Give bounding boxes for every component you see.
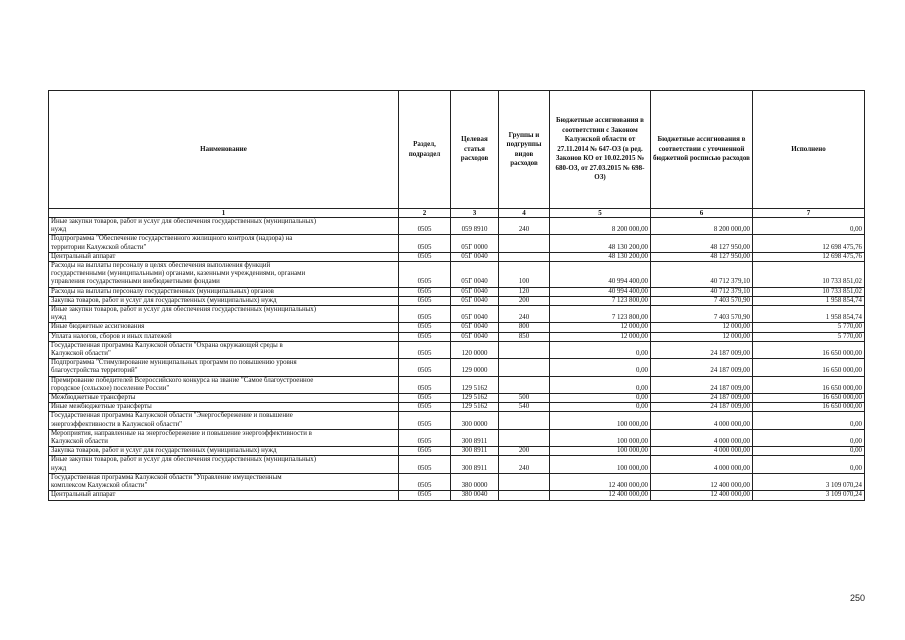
column-number-row	[49, 209, 865, 218]
row-group-cell	[499, 491, 550, 500]
row-budget-law-cell: 7 123 800,00	[550, 306, 651, 323]
row-budget-law-cell: 40 994 400,00	[550, 287, 651, 296]
row-budget-law-cell: 7 123 800,00	[550, 296, 651, 305]
row-group-cell	[499, 429, 550, 446]
row-group-cell: 850	[499, 332, 550, 341]
row-executed-cell: 0,00	[753, 429, 865, 446]
row-budget-law-cell: 40 994 400,00	[550, 262, 651, 288]
row-group-cell: 240	[499, 306, 550, 323]
row-budget-schedule-cell: 8 200 000,00	[651, 218, 753, 235]
row-executed-cell: 12 698 475,76	[753, 252, 865, 261]
row-group-cell: 500	[499, 394, 550, 403]
row-budget-law-cell: 0,00	[550, 341, 651, 358]
row-group-cell	[499, 359, 550, 376]
header-budget-schedule: Бюджетные ассигнования в соответствии с уточненной бюджетной росписью расходов	[651, 91, 753, 209]
row-executed-cell: 3 109 070,24	[753, 473, 865, 490]
row-section-cell: 0505	[399, 235, 451, 252]
page-number: 250	[850, 593, 866, 603]
row-section-cell: 0505	[399, 287, 451, 296]
table-row	[49, 473, 865, 490]
row-target-cell: 059 8910	[451, 218, 499, 235]
row-budget-law-cell: 100 000,00	[550, 429, 651, 446]
row-section-cell: 0505	[399, 323, 451, 332]
header-groups: Группы и подгруппы видов расходов	[499, 91, 550, 209]
row-section-cell: 0505	[399, 306, 451, 323]
row-target-cell: 129 0000	[451, 359, 499, 376]
table-row	[49, 341, 865, 358]
table-row	[49, 218, 865, 235]
row-name-cell: Мероприятия, направленные на энергосбережение и повышение энергоэффективности в Калужской области	[49, 429, 399, 446]
row-budget-law-cell: 8 200 000,00	[550, 218, 651, 235]
table-row	[49, 323, 865, 332]
table-row	[49, 394, 865, 403]
row-group-cell: 800	[499, 323, 550, 332]
row-section-cell: 0505	[399, 403, 451, 412]
table-row	[49, 332, 865, 341]
column-number: 3	[451, 209, 499, 218]
column-number: 6	[651, 209, 753, 218]
row-group-cell: 120	[499, 287, 550, 296]
row-target-cell: 05Г 0040	[451, 287, 499, 296]
header-row	[49, 91, 865, 209]
row-target-cell: 05Г 0040	[451, 306, 499, 323]
table-row	[49, 252, 865, 261]
row-target-cell: 05Г 0040	[451, 332, 499, 341]
row-budget-schedule-cell: 4 000 000,00	[651, 429, 753, 446]
row-budget-schedule-cell: 24 187 009,00	[651, 376, 753, 393]
row-group-cell	[499, 252, 550, 261]
row-budget-schedule-cell: 12 400 000,00	[651, 473, 753, 490]
row-group-cell: 200	[499, 296, 550, 305]
row-target-cell: 380 0000	[451, 473, 499, 490]
row-budget-law-cell: 48 130 200,00	[550, 235, 651, 252]
row-section-cell: 0505	[399, 412, 451, 429]
row-section-cell: 0505	[399, 218, 451, 235]
row-executed-cell: 0,00	[753, 456, 865, 473]
row-executed-cell: 16 650 000,00	[753, 359, 865, 376]
table-row	[49, 447, 865, 456]
row-executed-cell: 16 650 000,00	[753, 403, 865, 412]
table-row	[49, 403, 865, 412]
table-row	[49, 359, 865, 376]
row-executed-cell: 1 958 854,74	[753, 306, 865, 323]
row-group-cell: 240	[499, 218, 550, 235]
row-budget-schedule-cell: 7 403 570,90	[651, 306, 753, 323]
row-name-cell: Государственная программа Калужской области "Энергосбережение и повышение энергоэффективности в Калужской области"	[49, 412, 399, 429]
row-executed-cell: 12 698 475,76	[753, 235, 865, 252]
row-budget-schedule-cell: 12 000,00	[651, 323, 753, 332]
row-group-cell: 200	[499, 447, 550, 456]
row-budget-schedule-cell: 12 400 000,00	[651, 491, 753, 500]
row-budget-law-cell: 12 400 000,00	[550, 473, 651, 490]
row-group-cell	[499, 473, 550, 490]
row-executed-cell: 5 770,00	[753, 323, 865, 332]
header-name: Наименование	[49, 91, 399, 209]
row-group-cell	[499, 235, 550, 252]
row-name-cell: Закупка товаров, работ и услуг для государственных (муниципальных) нужд	[49, 447, 399, 456]
table-row	[49, 296, 865, 305]
row-budget-law-cell: 0,00	[550, 403, 651, 412]
row-budget-law-cell: 100 000,00	[550, 447, 651, 456]
header-execution: Исполнено	[753, 91, 865, 209]
column-number: 2	[399, 209, 451, 218]
row-target-cell: 129 5162	[451, 376, 499, 393]
row-executed-cell: 5 770,00	[753, 332, 865, 341]
row-budget-schedule-cell: 48 127 950,00	[651, 235, 753, 252]
row-name-cell: Подпрограмма "Обеспечение государственного жилищного контроля (надзора) на территории Калужской области"	[49, 235, 399, 252]
row-executed-cell: 0,00	[753, 218, 865, 235]
row-name-cell: Государственная программа Калужской области "Охрана окружающей среды в Калужской области"	[49, 341, 399, 358]
row-name-cell: Подпрограмма "Стимулирование муниципальных программ по повышению уровня благоустройства территорий"	[49, 359, 399, 376]
row-executed-cell: 16 650 000,00	[753, 394, 865, 403]
column-number: 7	[753, 209, 865, 218]
row-budget-schedule-cell: 48 127 950,00	[651, 252, 753, 261]
table-row	[49, 429, 865, 446]
row-target-cell: 380 0040	[451, 491, 499, 500]
row-budget-law-cell: 100 000,00	[550, 456, 651, 473]
row-executed-cell: 0,00	[753, 412, 865, 429]
row-name-cell: Межбюджетные трансферты	[49, 394, 399, 403]
column-number: 4	[499, 209, 550, 218]
row-section-cell: 0505	[399, 376, 451, 393]
row-budget-law-cell: 100 000,00	[550, 412, 651, 429]
row-budget-schedule-cell: 40 712 379,10	[651, 287, 753, 296]
row-section-cell: 0505	[399, 429, 451, 446]
row-name-cell: Центральный аппарат	[49, 491, 399, 500]
row-section-cell: 0505	[399, 456, 451, 473]
row-section-cell: 0505	[399, 296, 451, 305]
row-section-cell: 0505	[399, 262, 451, 288]
row-budget-law-cell: 0,00	[550, 394, 651, 403]
row-name-cell: Уплата налогов, сборов и иных платежей	[49, 332, 399, 341]
row-target-cell: 300 8911	[451, 429, 499, 446]
table-row	[49, 262, 865, 288]
row-budget-schedule-cell: 24 187 009,00	[651, 341, 753, 358]
table-row	[49, 456, 865, 473]
row-section-cell: 0505	[399, 491, 451, 500]
row-executed-cell: 1 958 854,74	[753, 296, 865, 305]
row-group-cell	[499, 412, 550, 429]
header-target: Целевая статья расходов	[451, 91, 499, 209]
row-budget-law-cell: 12 000,00	[550, 323, 651, 332]
row-target-cell: 05Г 0040	[451, 262, 499, 288]
row-executed-cell: 10 733 851,02	[753, 287, 865, 296]
row-section-cell: 0505	[399, 473, 451, 490]
table-row	[49, 412, 865, 429]
row-executed-cell: 16 650 000,00	[753, 376, 865, 393]
row-target-cell: 05Г 0000	[451, 235, 499, 252]
row-executed-cell: 0,00	[753, 447, 865, 456]
row-group-cell: 240	[499, 456, 550, 473]
row-budget-schedule-cell: 40 712 379,10	[651, 262, 753, 288]
row-budget-law-cell: 0,00	[550, 359, 651, 376]
row-target-cell: 05Г 0040	[451, 252, 499, 261]
row-budget-law-cell: 12 400 000,00	[550, 491, 651, 500]
row-budget-schedule-cell: 7 403 570,90	[651, 296, 753, 305]
row-target-cell: 300 8911	[451, 456, 499, 473]
row-name-cell: Иные межбюджетные трансферты	[49, 403, 399, 412]
row-group-cell	[499, 341, 550, 358]
row-target-cell: 05Г 0040	[451, 323, 499, 332]
row-name-cell: Центральный аппарат	[49, 252, 399, 261]
row-name-cell: Иные закупки товаров, работ и услуг для обеспечения государственных (муниципальных) нужд	[49, 306, 399, 323]
row-group-cell: 540	[499, 403, 550, 412]
row-target-cell: 129 5162	[451, 403, 499, 412]
row-name-cell: Государственная программа Калужской области "Управление имущественным комплексом Калужской области"	[49, 473, 399, 490]
table-body	[49, 218, 865, 501]
row-executed-cell: 3 109 070,24	[753, 491, 865, 500]
row-target-cell: 300 0000	[451, 412, 499, 429]
row-section-cell: 0505	[399, 341, 451, 358]
column-number: 5	[550, 209, 651, 218]
row-executed-cell: 10 733 851,02	[753, 262, 865, 288]
row-budget-law-cell: 48 130 200,00	[550, 252, 651, 261]
column-number: 1	[49, 209, 399, 218]
row-budget-law-cell: 0,00	[550, 376, 651, 393]
budget-table	[48, 90, 865, 501]
row-target-cell: 120 0000	[451, 341, 499, 358]
table-row	[49, 287, 865, 296]
row-budget-schedule-cell: 4 000 000,00	[651, 447, 753, 456]
row-budget-schedule-cell: 24 187 009,00	[651, 403, 753, 412]
row-budget-schedule-cell: 24 187 009,00	[651, 359, 753, 376]
row-target-cell: 05Г 0040	[451, 296, 499, 305]
row-target-cell: 129 5162	[451, 394, 499, 403]
row-name-cell: Закупка товаров, работ и услуг для государственных (муниципальных) нужд	[49, 296, 399, 305]
row-name-cell: Расходы на выплаты персоналу государственных (муниципальных) органов	[49, 287, 399, 296]
row-section-cell: 0505	[399, 447, 451, 456]
row-name-cell: Иные бюджетные ассигнования	[49, 323, 399, 332]
row-group-cell	[499, 376, 550, 393]
row-budget-law-cell: 12 000,00	[550, 332, 651, 341]
table-row	[49, 376, 865, 393]
row-budget-schedule-cell: 12 000,00	[651, 332, 753, 341]
row-section-cell: 0505	[399, 359, 451, 376]
row-budget-schedule-cell: 4 000 000,00	[651, 456, 753, 473]
header-budget-law: Бюджетные ассигнования в соответствии с Законом Калужской области от 27.11.2014 № 647-ОЗ (в ред. Законов КО от 10.02.2015 № 680-ОЗ, от 27.03.2015 № 698-ОЗ)	[550, 91, 651, 209]
table-row	[49, 491, 865, 500]
table-row	[49, 306, 865, 323]
row-name-cell: Премирование победителей Всероссийского конкурса на звание "Самое благоустроенное городское (сельское) поселение России"	[49, 376, 399, 393]
row-name-cell: Иные закупки товаров, работ и услуг для обеспечения государственных (муниципальных) нужд	[49, 456, 399, 473]
row-section-cell: 0505	[399, 332, 451, 341]
row-budget-schedule-cell: 24 187 009,00	[651, 394, 753, 403]
table-row	[49, 235, 865, 252]
row-section-cell: 0505	[399, 252, 451, 261]
row-budget-schedule-cell: 4 000 000,00	[651, 412, 753, 429]
row-target-cell: 300 8911	[451, 447, 499, 456]
row-name-cell: Расходы на выплаты персоналу в целях обеспечения выполнения функций государственными (муниципальными) органами, казенными учреждениями, органами управления государственными внебюджетными фондами	[49, 262, 399, 288]
row-section-cell: 0505	[399, 394, 451, 403]
row-executed-cell: 16 650 000,00	[753, 341, 865, 358]
row-name-cell: Иные закупки товаров, работ и услуг для обеспечения государственных (муниципальных) нужд	[49, 218, 399, 235]
header-section: Раздел, подраздел	[399, 91, 451, 209]
row-group-cell: 100	[499, 262, 550, 288]
